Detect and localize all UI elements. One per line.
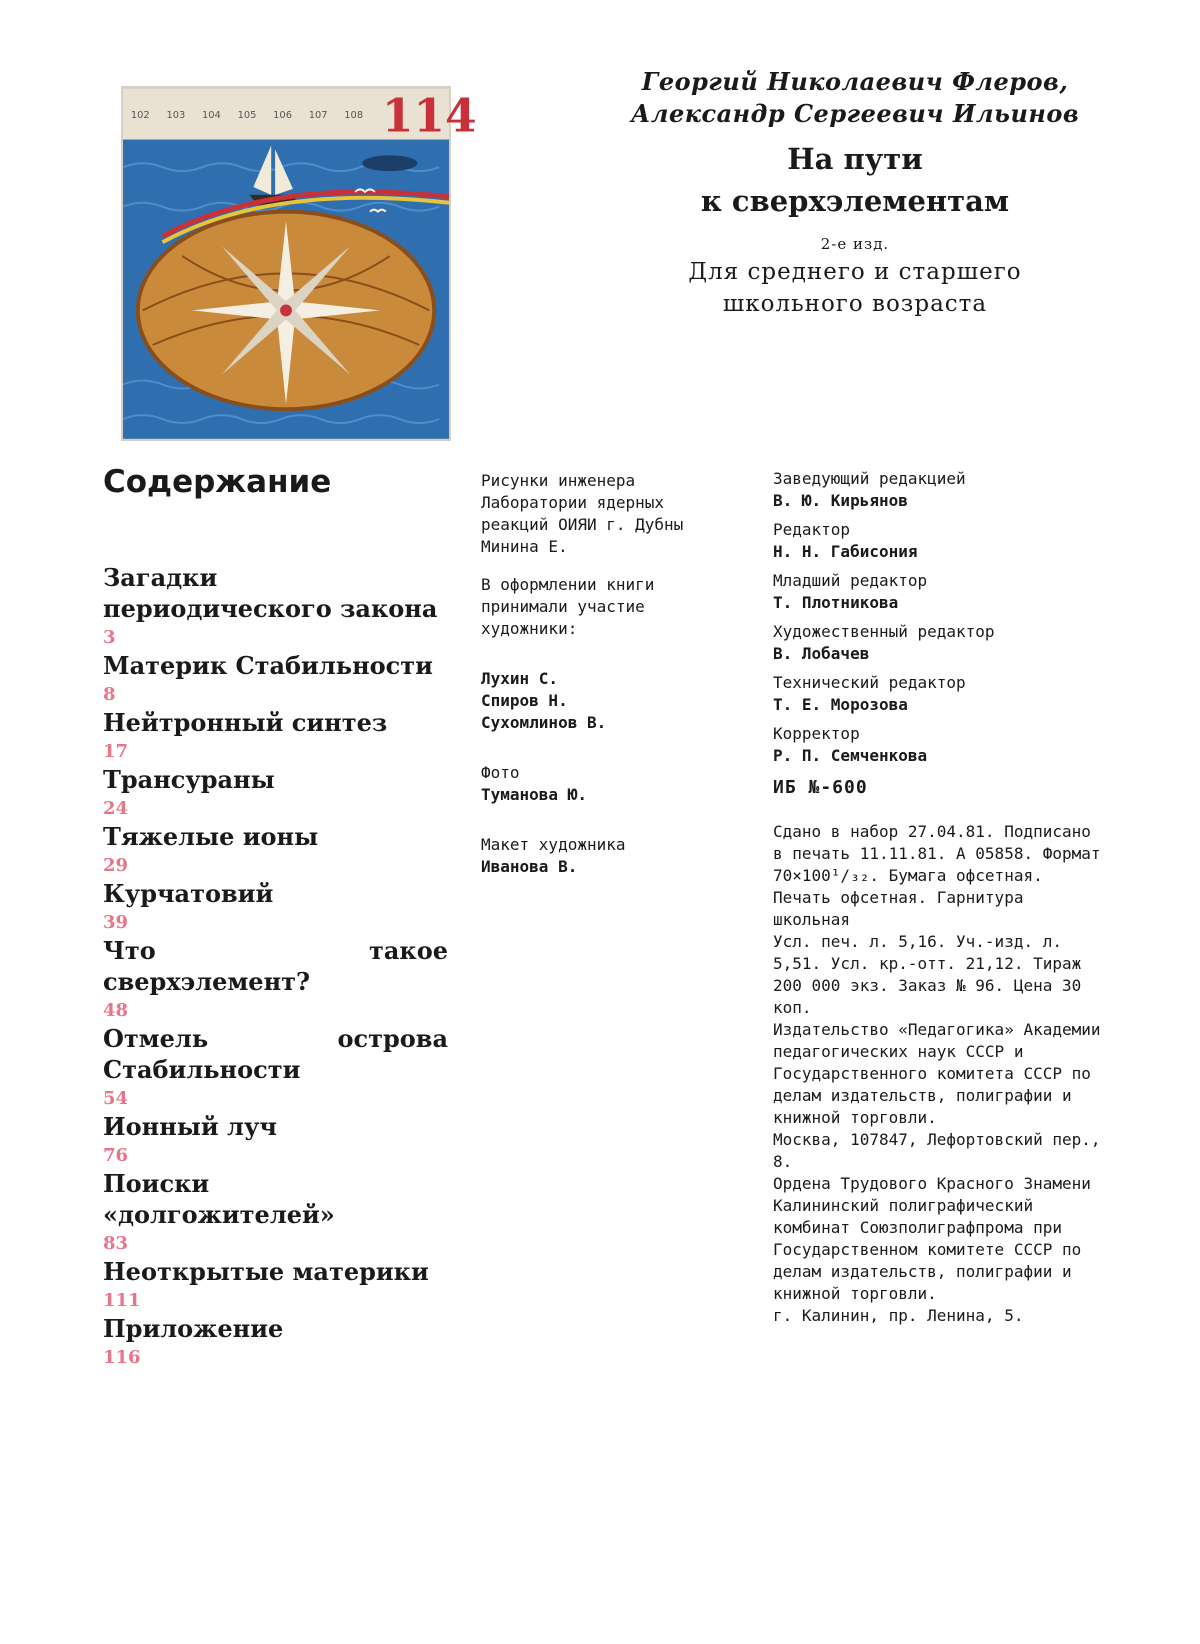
staff-person: Т. Е. Морозова [773, 695, 908, 714]
staff-role: Заведующий редакцией [773, 469, 966, 488]
cover-strip-label: 108 [344, 109, 364, 121]
staff-role: Младший редактор [773, 571, 928, 590]
edition-label: 2-е изд. [820, 235, 890, 253]
toc-entry-title: Загадки периодического закона [103, 563, 438, 623]
toc-entry [103, 764, 448, 820]
toc-entry-title: Приложение [103, 1314, 284, 1343]
layout-label: Макет художника [481, 835, 626, 854]
ib-number: ИБ №-600 [773, 777, 868, 798]
cover-strip-label: 105 [237, 109, 257, 121]
toc-entry-title: Нейтронный синтез [103, 708, 388, 737]
drawings-credit: Рисунки инженера Лаборатории ядерных реакций ОИЯИ г. Дубны Минина Е. [481, 471, 684, 556]
book-title-line: На пути [787, 142, 923, 176]
toc-entry-title: Материк Стабильности [103, 651, 433, 680]
toc-entry-title: Тяжелые ионы [103, 822, 319, 851]
design-credit-label: В оформлении книги принимали участие художники: [481, 575, 655, 638]
toc-entry-page: 111 [103, 1290, 141, 1311]
toc-entry-page: 116 [103, 1347, 141, 1368]
staff-role: Художественный редактор [773, 622, 995, 641]
toc-entry-title: Трансураны [103, 765, 275, 794]
staff-person: В. Ю. Кирьянов [773, 491, 908, 510]
toc-entry-title: Курчатовий [103, 879, 274, 908]
table-of-contents [103, 462, 448, 1370]
cover-strip-label: 106 [273, 109, 292, 121]
editorial-credits [773, 468, 1103, 1327]
toc-entry [103, 1313, 448, 1369]
toc-entry-page: 83 [103, 1233, 129, 1254]
audience-line: школьного возраста [722, 291, 988, 317]
title-block [610, 66, 1100, 320]
toc-entry-page: 29 [103, 855, 129, 876]
illustration-credits [481, 470, 721, 878]
toc-entry [103, 1168, 448, 1255]
staff-role: Редактор [773, 520, 851, 539]
toc-entry [103, 707, 448, 763]
cover-illustration [123, 88, 477, 439]
cover-strip-label: 102 [130, 109, 150, 121]
cover-image [121, 86, 477, 441]
toc-entry-title: Отмель острова Стабильности [103, 1024, 448, 1084]
toc-entry-page: 3 [103, 627, 116, 648]
toc-entry-page: 8 [103, 684, 116, 705]
cover-number: 114 [381, 88, 477, 143]
book-title-line: к сверхэлементам [700, 184, 1010, 218]
toc-entry [103, 878, 448, 934]
photo-person: Туманова Ю. [481, 785, 587, 804]
staff-person: Н. Н. Габисония [773, 542, 918, 561]
imprint-text: Сдано в набор 27.04.81. Подписано в печать 11.11.81. А 05858. Формат 70×100¹/₃₂. Бумага офсетная. Печать офсетная. Гарнитура школьная Усл. печ. л. 5,16. Уч.-изд. л. 5,51. Усл. кр.-отт. 21,12. Тираж 200 000 экз. Заказ № 96. Цена 30 коп. Издательство «Педагогика» Академии педагогических наук СССР и Государственного комитета СССР по делам издательств, полиграфии и книжной торговли. Москва, 107847, Лефортовский пер., 8. Ордена Трудового Красного Знамени Калининский полиграфический комбинат Союзполиграфпрома при Государственном комитете СССР по делам издательств, полиграфии и книжной торговли. г. Калинин, пр. Ленина, 5. [773, 822, 1101, 1325]
author-line: Александр Сергеевич Ильинов [630, 99, 1080, 128]
author-line: Георгий Николаевич Флеров, [641, 67, 1069, 96]
toc-entry-title: Ионный луч [103, 1112, 277, 1141]
toc-entry [103, 821, 448, 877]
cover-strip-label: 104 [202, 109, 221, 121]
staff-role: Технический редактор [773, 673, 966, 692]
artist-name: Сухомлинов В. [481, 713, 607, 732]
toc-entry-page: 76 [103, 1145, 129, 1166]
toc-entry-page: 24 [103, 798, 129, 819]
artist-name: Лухин С. [481, 669, 559, 688]
toc-entry-page: 39 [103, 912, 129, 933]
staff-list [773, 468, 1103, 767]
artist-name: Спиров Н. [481, 691, 568, 710]
toc-entry [103, 1111, 448, 1167]
layout-person: Иванова В. [481, 857, 578, 876]
toc-heading: Содержание [103, 464, 332, 500]
toc-entry [103, 650, 448, 706]
toc-entry [103, 562, 448, 649]
toc-entry [103, 935, 448, 1022]
cover-strip-label: 103 [166, 109, 186, 121]
toc-list [103, 562, 448, 1369]
toc-entry-title: Поиски «долгожителей» [103, 1169, 335, 1229]
staff-person: В. Лобачев [773, 644, 870, 663]
toc-entry-page: 17 [103, 741, 129, 762]
toc-entry-page: 48 [103, 1000, 129, 1021]
toc-entry-title: Что такое сверхэлемент? [103, 936, 448, 996]
audience-line: Для среднего и старшего [688, 259, 1022, 285]
toc-entry [103, 1256, 448, 1312]
toc-entry [103, 1023, 448, 1110]
toc-entry-page: 54 [103, 1088, 129, 1109]
toc-entry-title: Неоткрытые материки [103, 1257, 429, 1286]
cover-strip-label: 107 [308, 109, 328, 121]
staff-role: Корректор [773, 724, 860, 743]
staff-person: Т. Плотникова [773, 593, 899, 612]
staff-person: Р. П. Семченкова [773, 746, 928, 765]
photo-label: Фото [481, 763, 520, 782]
